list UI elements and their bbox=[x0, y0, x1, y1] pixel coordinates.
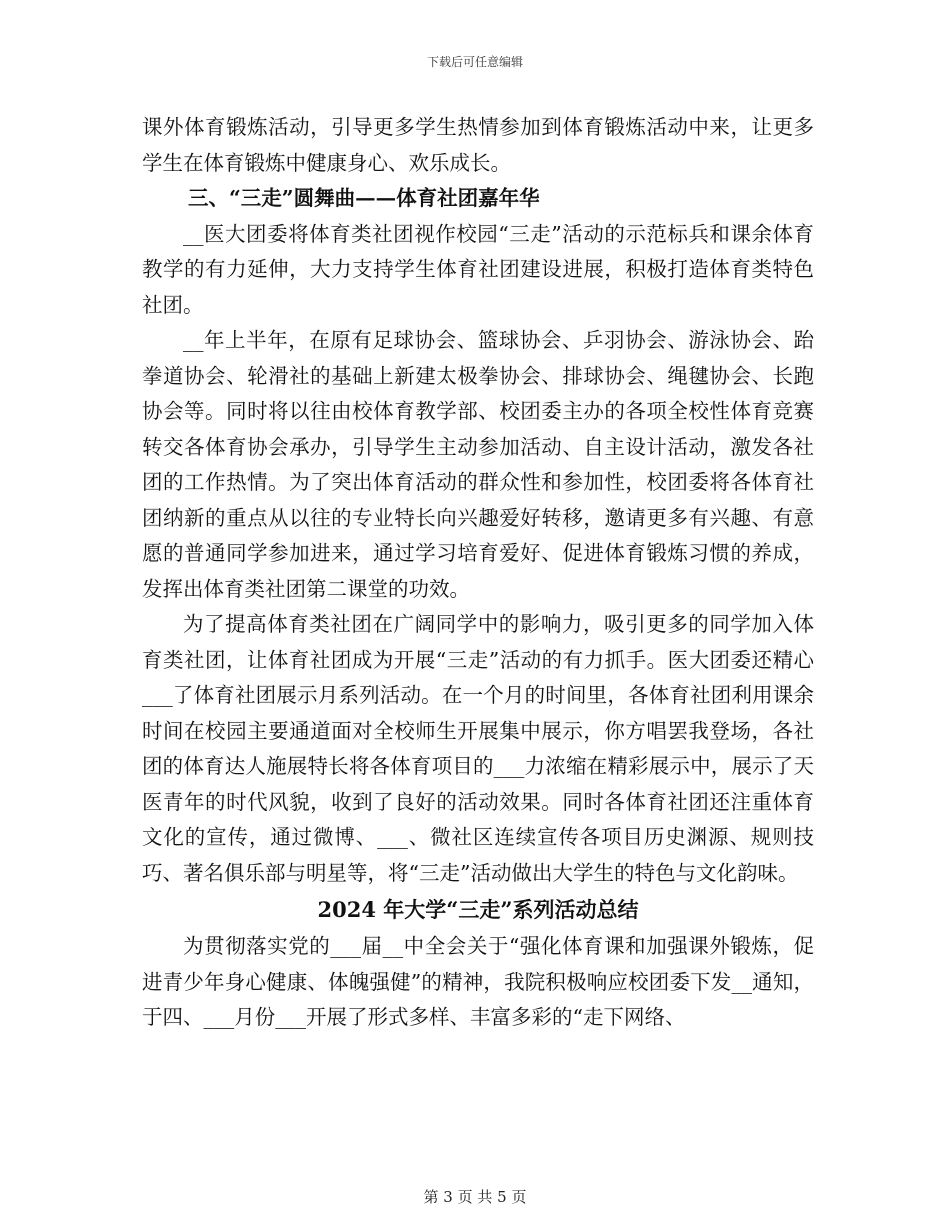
paragraph: __医大团委将体育类社团视作校园“三走”活动的示范标兵和课余体育教学的有力延伸，大力支持学生体育社团建设进展，积极打造体育类特色社团。 bbox=[142, 221, 814, 317]
page-content bbox=[142, 110, 814, 1036]
page-header: 下载后可任意编辑 bbox=[426, 55, 523, 69]
paragraph: __年上半年，在原有足球协会、篮球协会、乒羽协会、游泳协会、跆拳道协会、轮滑社的基础上新建太极拳协会、排球协会、绳毽协会、长跑协会等。同时将以往由校体育教学部、校团委主办的各项全校性体育竞赛转交各体育协会承办，引导学生主动参加活动、自主设计活动，激发各社团的工作热情。为了突出体育活动的群众性和参加性，校团委将各体育社团纳新的重点从以往的专业特长向兴趣爱好转移，邀请更多有兴趣、有意愿的普通同学参加进来，通过学习培育爱好、促进体育锻炼习惯的养成，发挥出体育类社团第二课堂的功效。 bbox=[142, 328, 814, 601]
section-heading: 三、“三走”圆舞曲——体育社团嘉年华 bbox=[188, 186, 540, 210]
paragraph-continuation: 课外体育锻炼活动，引导更多学生热情参加到体育锻炼活动中来，让更多学生在体育锻炼中健康身心、欢乐成长。 bbox=[142, 115, 814, 175]
paragraph: 为贯彻落实党的___届__中全会关于“强化体育课和加强课外锻炼，促进青少年身心健康、体魄强健”的精神，我院积极响应校团委下发__通知，于四、___月份___开展了形式多样、丰富多彩的“走下网络、 bbox=[142, 934, 814, 1029]
document-title: 2024 年大学“三走”系列活动总结 bbox=[317, 897, 639, 922]
paragraph: 为了提高体育类社团在广阔同学中的影响力，吸引更多的同学加入体育类社团，让体育社团成为开展“三走”活动的有力抓手。医大团委还精心___了体育社团展示月系列活动。在一个月的时间里，各体育社团利用课余时间在校园主要通道面对全校师生开展集中展示，你方唱罢我登场，各社团的体育达人施展特长将各体育项目的___力浓缩在精彩展示中，展示了天医青年的时代风貌，收到了良好的活动效果。同时各体育社团还注重体育文化的宣传，通过微博、___、微社区连续宣传各项目历史渊源、规则技巧、著名俱乐部与明星等，将“三走”活动做出大学生的特色与文化韵味。 bbox=[142, 612, 814, 885]
page-footer: 第 3 页 共 5 页 bbox=[423, 1188, 527, 1206]
